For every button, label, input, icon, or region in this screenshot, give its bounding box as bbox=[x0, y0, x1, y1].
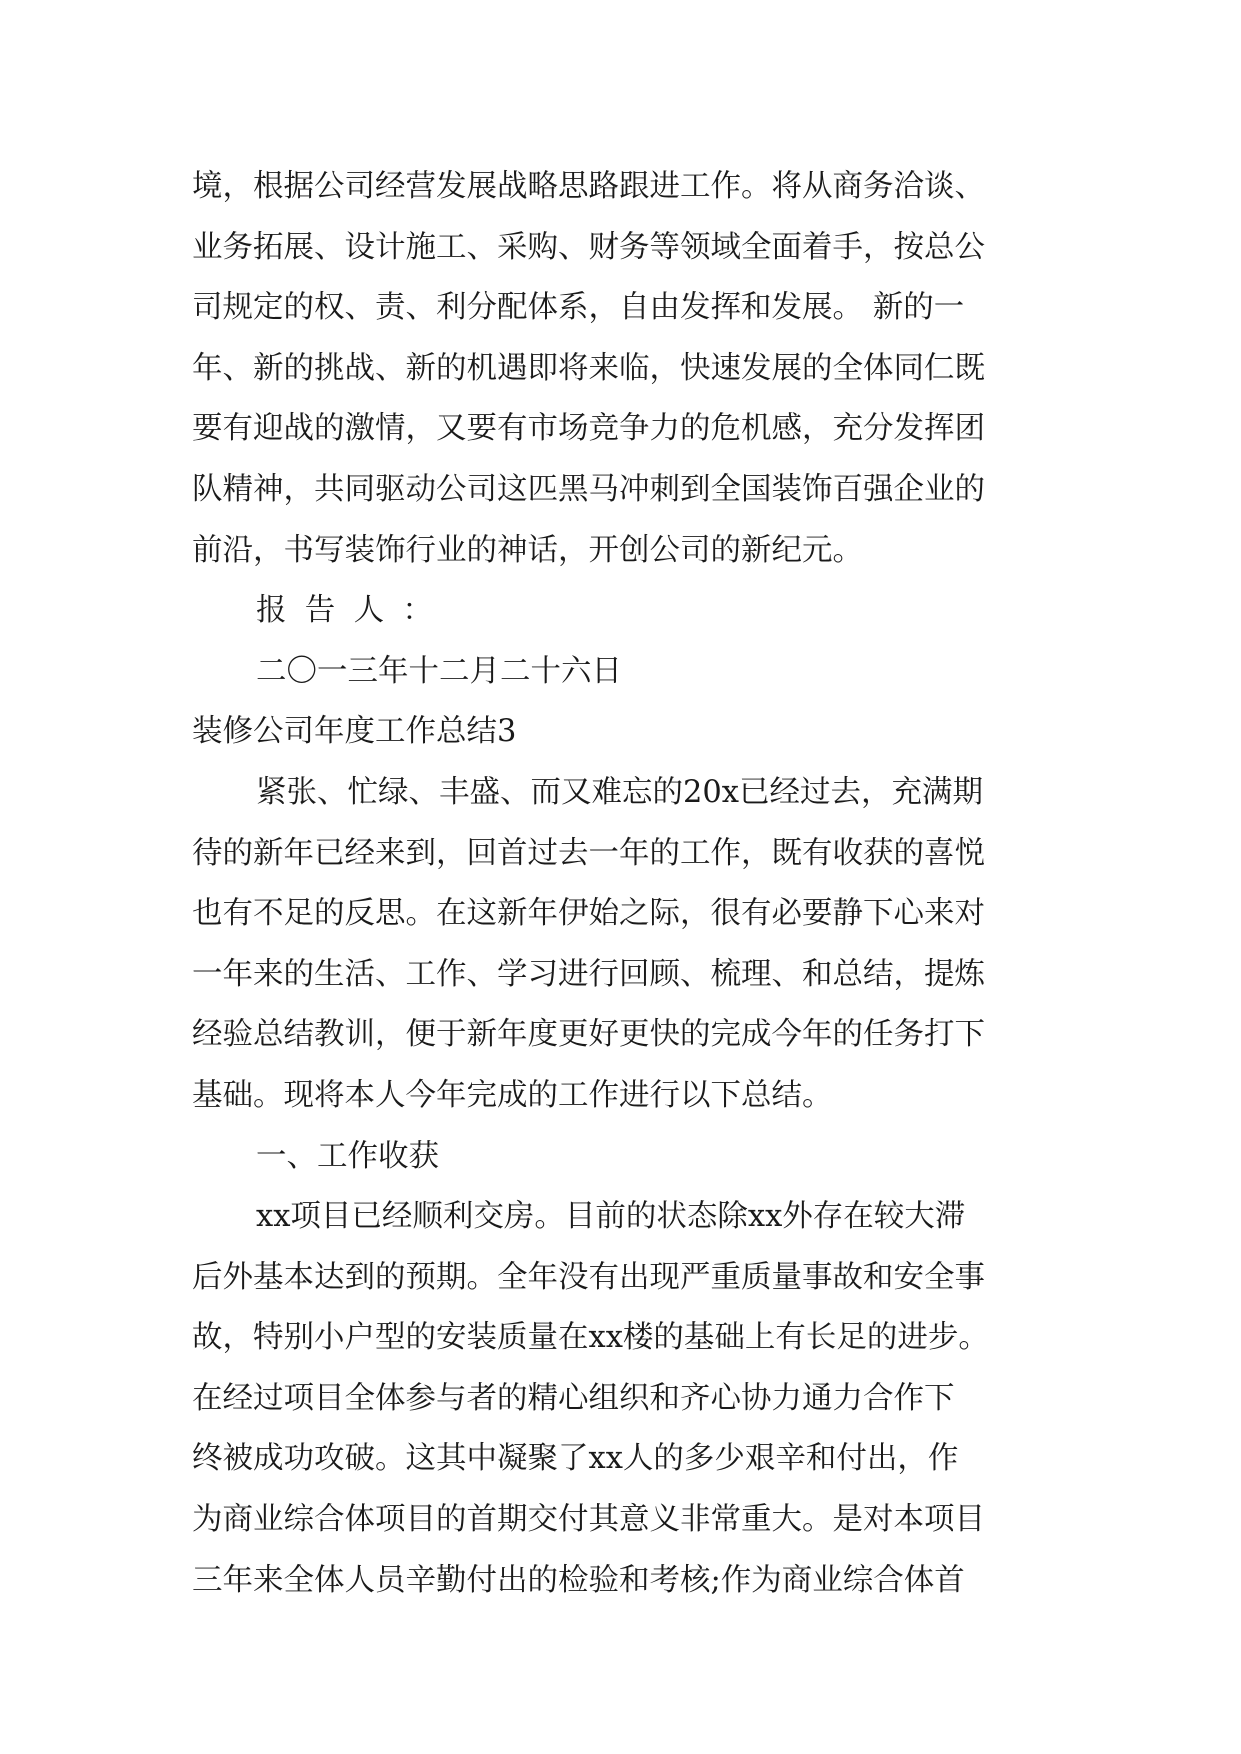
paragraph-line: 也有不足的反思。在这新年伊始之际，很有必要静下心来对 bbox=[192, 896, 985, 932]
document-body bbox=[192, 157, 1072, 1611]
paragraph-line: 前沿，书写装饰行业的神话，开创公司的新纪元。 bbox=[192, 532, 863, 568]
paragraph-line: 一年来的生活、工作、学习进行回顾、梳理、和总结，提炼 bbox=[192, 956, 985, 992]
paragraph-line: xx项目已经顺利交房。目前的状态除xx外存在较大滞 bbox=[256, 1199, 966, 1235]
paragraph-line: 紧张、忙绿、丰盛、而又难忘的20x已经过去，充满期 bbox=[256, 774, 984, 810]
paragraph-line: 终被成功攻破。这其中凝聚了xx人的多少艰辛和付出，作 bbox=[192, 1441, 959, 1477]
report-date: 二〇一三年十二月二十六日 bbox=[256, 653, 622, 689]
paragraph-line: 基础。现将本人今年完成的工作进行以下总结。 bbox=[192, 1077, 833, 1113]
paragraph-line: 后外基本达到的预期。全年没有出现严重质量事故和安全事 bbox=[192, 1259, 985, 1295]
paragraph-line: 为商业综合体项目的首期交付其意义非常重大。是对本项目 bbox=[192, 1502, 985, 1538]
paragraph-line: 队精神，共同驱动公司这匹黑马冲刺到全国装饰百强企业的 bbox=[192, 471, 985, 507]
section-title: 装修公司年度工作总结3 bbox=[192, 714, 517, 750]
subheading: 一、工作收获 bbox=[256, 1138, 439, 1174]
paragraph-line: 境，根据公司经营发展战略思路跟进工作。将从商务洽谈、 bbox=[192, 169, 985, 204]
paragraph-line: 待的新年已经来到，回首过去一年的工作，既有收获的喜悦 bbox=[192, 835, 985, 871]
paragraph-line: 三年来全体人员辛勤付出的检验和考核;作为商业综合体首 bbox=[192, 1562, 965, 1598]
paragraph-line: 司规定的权、责、利分配体系，自由发挥和发展。 新的一 bbox=[192, 290, 965, 326]
reporter-label: 报告人： bbox=[256, 593, 452, 629]
paragraph-line: 要有迎战的激情，又要有市场竞争力的危机感，充分发挥团 bbox=[192, 411, 985, 447]
paragraph-line: 业务拓展、设计施工、采购、财务等领域全面着手，按总公 bbox=[192, 229, 985, 265]
paragraph-line: 故，特别小户型的安装质量在xx楼的基础上有长足的进步。 bbox=[192, 1320, 989, 1356]
paragraph-line: 经验总结教训，便于新年度更好更快的完成今年的任务打下 bbox=[192, 1017, 985, 1053]
paragraph-line: 在经过项目全体参与者的精心组织和齐心协力通力合作下 bbox=[192, 1380, 955, 1416]
paragraph-line: 年、新的挑战、新的机遇即将来临，快速发展的全体同仁既 bbox=[192, 350, 985, 386]
